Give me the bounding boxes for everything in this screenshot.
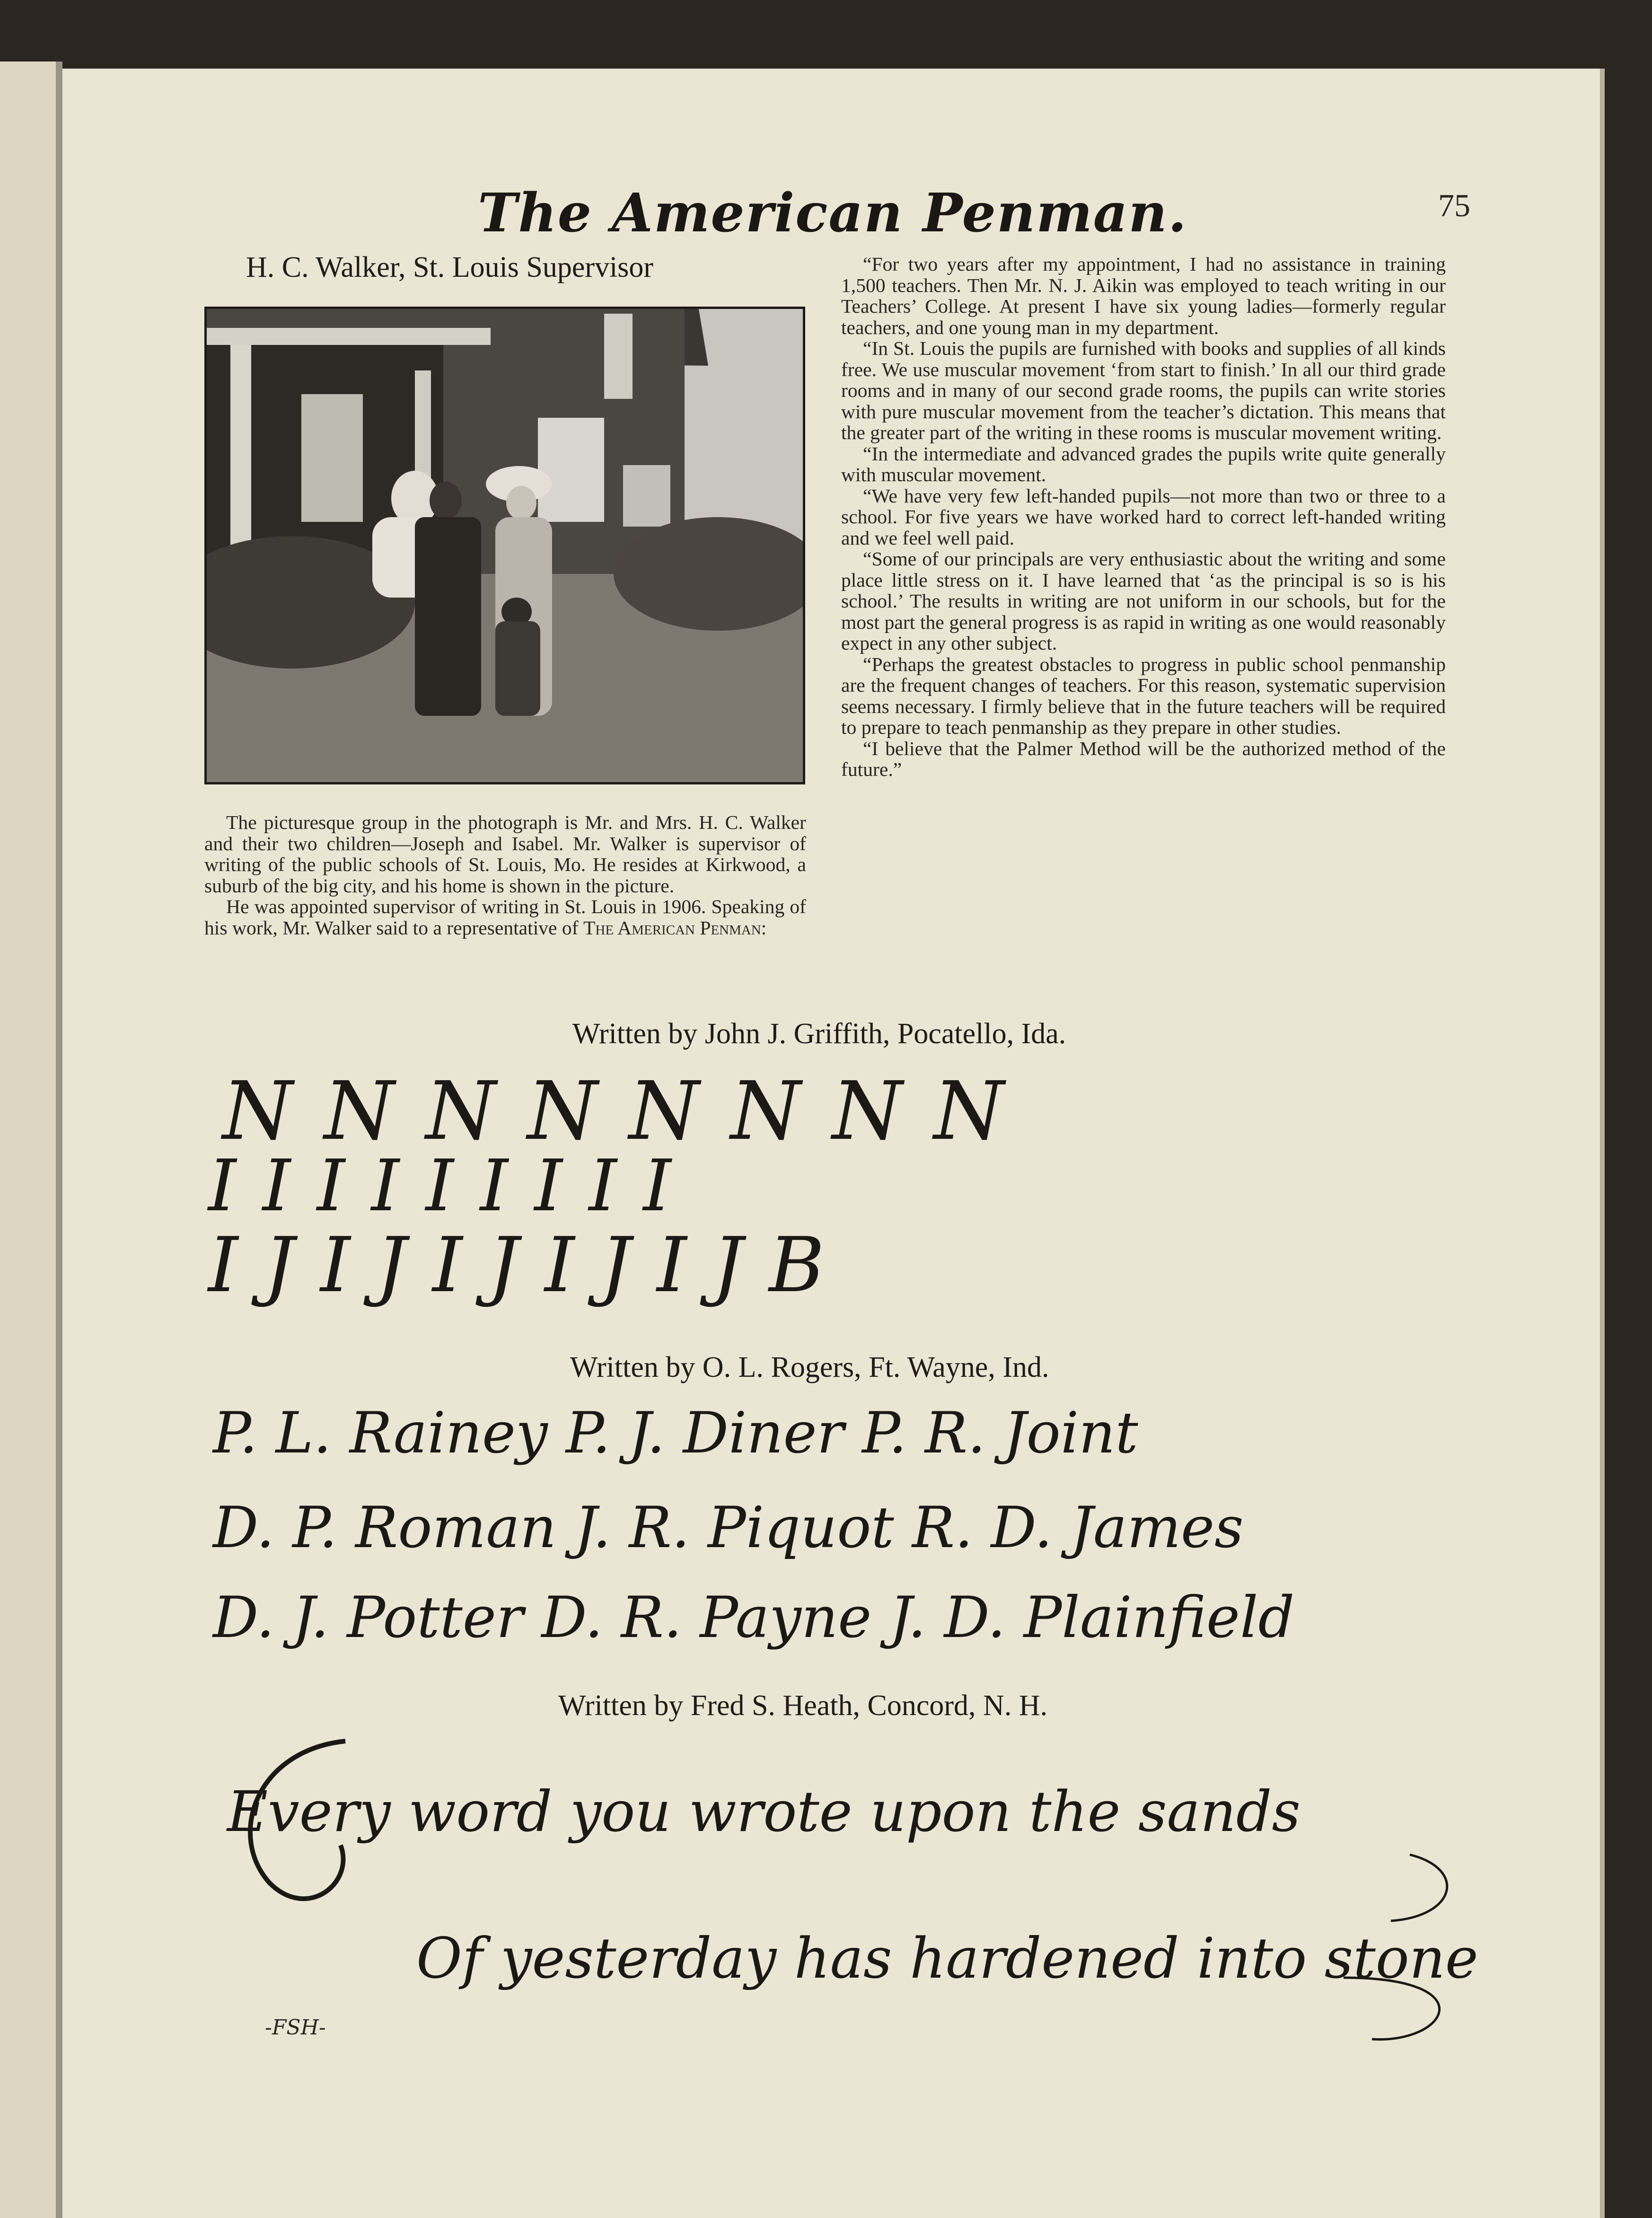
article-heading: H. C. Walker, St. Louis Supervisor: [246, 251, 654, 283]
paragraph: “Some of our principals are very enthusiastic about the writing and some place little stress on it. I have learned that ‘as the principal is so is his school.’ The results in writing are not uniform in our schools, but for the most part the general progress is as rapid in writing as one would reasonably expect in any other subject.: [841, 548, 1446, 654]
paragraph: “Perhaps the greatest obstacles to progress in public school penmanship are the frequent changes of teachers. For this reason, systematic supervision seems necessary. I firmly believe that in the future teachers will be required to prepare to teach penmanship as they prepare in other studies.: [841, 653, 1446, 738]
left-page-edge: [0, 62, 56, 2218]
penman-signature: -FSH-: [265, 2016, 326, 2040]
family-photograph: [204, 307, 805, 784]
right-column-text: [841, 254, 1446, 780]
paragraph: “In the intermediate and advanced grades the pupils write quite generally with muscular movement.: [841, 442, 1446, 485]
specimen-line: Every word you wrote upon the sands: [227, 1779, 1301, 1844]
paragraph: “We have very few left-handed pupils—not more than two or three to a school. For five years we have worked hard to correct left-handed writing and we feel well paid.: [841, 484, 1446, 549]
specimen-line: I I I I I I I I I: [208, 1145, 673, 1227]
specimen-line: N N N N N N N N: [222, 1065, 1007, 1158]
flourish-decoration: [199, 1713, 1476, 2053]
specimen-line: Of yesterday has hardened into stone: [416, 1926, 1478, 1991]
specimen-credit: Written by John J. Griffith, Pocatello, Ida.: [572, 1018, 1066, 1050]
specimen-credit: Written by O. L. Rogers, Ft. Wayne, Ind.: [570, 1351, 1049, 1383]
paragraph: The picturesque group in the photograph is Mr. and Mrs. H. C. Walker and their two children—Joseph and Isabel. Mr. Walker is supervisor of writing of the public schools of St. Louis, Mo. He resides at Kirkwood, a suburb of the big city, and his home is shown in the picture.: [204, 811, 806, 897]
window: [301, 394, 363, 522]
paragraph: “I believe that the Palmer Method will be the authorized method of the future.”: [841, 737, 1446, 780]
specimen-line: P. L. Rainey P. J. Diner P. R. Joint: [213, 1400, 1138, 1466]
specimen-line: I J I J I J I J I J B: [208, 1221, 826, 1309]
page-number: 75: [1438, 187, 1470, 223]
left-column-text: [204, 812, 806, 938]
publication-name: The American Penman: [583, 916, 761, 939]
paragraph: “For two years after my appointment, I had no assistance in training 1,500 teachers. Then Mr. N. J. Aikin was employed to teach writing in our Teachers’ College. At present I have six young ladies—formerly regular teachers, and one young man in my department.: [841, 253, 1446, 338]
paragraph: He was appointed supervisor of writing in St. Louis in 1906. Speaking of his work, Mr. Walker said to a representative of The American Penman:: [204, 896, 806, 939]
specimen-line: D. J. Potter D. R. Payne J. D. Plainfield: [213, 1585, 1295, 1651]
paragraph: “In St. Louis the pupils are furnished with books and supplies of all kinds free. We use muscular movement ‘from start to finish.’ In all our third grade rooms and in many of our second grade rooms, the pupils can write stories with pure muscular movement from the teacher’s dictation. This means that the greater part of the writing in these rooms is muscular movement writing.: [841, 337, 1446, 443]
specimen-credit: Written by Fred S. Heath, Concord, N. H.: [558, 1690, 1048, 1722]
masthead-title: The American Penman.: [478, 182, 1187, 244]
specimen-line: D. P. Roman J. R. Piquot R. D. James: [213, 1495, 1244, 1561]
